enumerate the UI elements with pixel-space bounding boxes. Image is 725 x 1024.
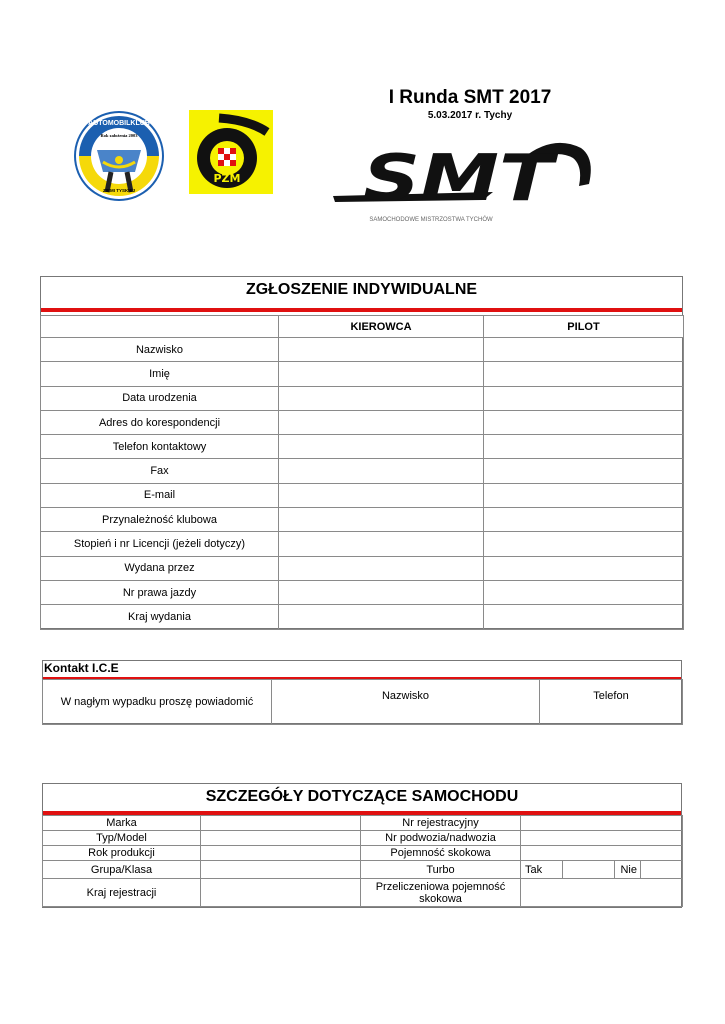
car-left-label: Kraj rejestracji [43,879,201,907]
pilot-field[interactable] [484,362,684,386]
car-right-field[interactable] [521,831,683,846]
pilot-field[interactable] [484,459,684,483]
individual-section-title: ZGŁOSZENIE INDYWIDUALNE [245,281,478,298]
table-row [41,338,684,362]
smt-tagline: SAMOCHODOWE MISTRZOSTWA TYCHÓW [369,217,493,223]
car-right-field[interactable] [521,879,683,907]
driver-field[interactable] [279,556,484,580]
pilot-field[interactable] [484,386,684,410]
pilot-field[interactable] [484,580,684,604]
driver-field[interactable] [279,532,484,556]
turbo-yes-checkbox[interactable] [563,861,615,879]
row-label: Fax [41,459,279,483]
table-row [41,508,684,532]
blank-header-cell [41,316,279,338]
pilot-field[interactable] [484,338,684,362]
individual-entry-section [40,276,683,629]
turbo-no-label: Nie [615,861,641,879]
table-row [41,386,684,410]
driver-field[interactable] [279,459,484,483]
car-left-field[interactable] [201,846,361,861]
pilot-field[interactable] [484,532,684,556]
ice-section-title: Kontakt I.C.E [44,661,119,675]
table-row [41,362,684,386]
table-row [43,879,683,907]
ice-surname-field[interactable] [272,680,540,725]
pilot-field[interactable] [484,483,684,507]
table-row [41,410,684,434]
row-label: Telefon kontaktowy [41,435,279,459]
car-right-label: Nr rejestracyjny [361,816,521,831]
ice-prompt-label: W nagłym wypadku proszę powiadomić [43,680,272,725]
ice-contact-section [42,660,682,724]
pilot-field[interactable] [484,556,684,580]
club-ring-text-top: AUTOMOBILKLUB [88,120,150,127]
driver-field[interactable] [279,605,484,629]
event-date-place: 5.03.2017 r. Tychy [427,110,513,121]
pilot-field[interactable] [484,410,684,434]
row-label: Przynależność klubowa [41,508,279,532]
row-label: Imię [41,362,279,386]
row-label: Nr prawa jazdy [41,580,279,604]
car-right-label: Turbo [361,861,521,879]
car-right-label: Nr podwozia/nadwozia [361,831,521,846]
driver-field[interactable] [279,362,484,386]
row-label: Stopień i nr Licencji (jeżeli dotyczy) [41,532,279,556]
row-label: E-mail [41,483,279,507]
ice-phone-field[interactable] [540,680,683,725]
pzm-logo-text: PZM [213,172,241,185]
table-row [41,459,684,483]
car-left-field[interactable] [201,879,361,907]
car-left-field[interactable] [201,861,361,879]
table-row [41,605,684,629]
driver-field[interactable] [279,410,484,434]
row-label: Data urodzenia [41,386,279,410]
ice-table [42,679,683,725]
car-left-label: Marka [43,816,201,831]
car-details-section [42,783,682,908]
pilot-field[interactable] [484,435,684,459]
car-left-field[interactable] [201,831,361,846]
row-label: Wydana przez [41,556,279,580]
row-label: Kraj wydania [41,605,279,629]
car-right-label: Przeliczeniowa pojemność skokowa [361,879,521,907]
row-label: Adres do korespondencji [41,410,279,434]
table-row [43,816,683,831]
table-row [43,846,683,861]
car-right-field[interactable] [521,846,683,861]
driver-field[interactable] [279,483,484,507]
turbo-yes-label: Tak [521,861,563,879]
car-left-label: Grupa/Klasa [43,861,201,879]
driver-field[interactable] [279,435,484,459]
row-label: Nazwisko [41,338,279,362]
driver-field[interactable] [279,386,484,410]
pilot-field[interactable] [484,508,684,532]
ice-phone-label: Telefon [593,690,629,702]
car-section-title: SZCZEGÓŁY DOTYCZĄCE SAMOCHODU [205,788,519,805]
car-left-field[interactable] [201,816,361,831]
driver-field[interactable] [279,580,484,604]
driver-column-header: KIEROWCA [279,316,484,338]
smt-logo [333,138,595,230]
ice-surname-label: Nazwisko [381,690,430,702]
automobilklub-logo [73,110,165,202]
smt-wordmark: SMT [363,142,559,216]
table-row [41,483,684,507]
club-founded-text: Rok założenia 2003 [100,133,138,138]
car-right-label: Pojemność skokowa [361,846,521,861]
car-left-label: Rok produkcji [43,846,201,861]
table-row [41,556,684,580]
turbo-no-checkbox[interactable] [641,861,683,879]
table-row [41,580,684,604]
driver-field[interactable] [279,508,484,532]
pilot-field[interactable] [484,605,684,629]
table-row [43,831,683,846]
pzm-logo [189,110,273,194]
car-table [42,815,683,907]
red-divider [41,308,682,312]
table-row [43,861,683,879]
club-ring-text-bottom: ZIEMI TYSKIEJ [102,188,136,193]
individual-table [40,315,684,630]
pilot-column-header: PILOT [484,316,684,338]
table-row [41,532,684,556]
car-left-label: Typ/Model [43,831,201,846]
table-row [41,435,684,459]
driver-field[interactable] [279,338,484,362]
event-title: I Runda SMT 2017 [388,87,552,108]
car-right-field[interactable] [521,816,683,831]
